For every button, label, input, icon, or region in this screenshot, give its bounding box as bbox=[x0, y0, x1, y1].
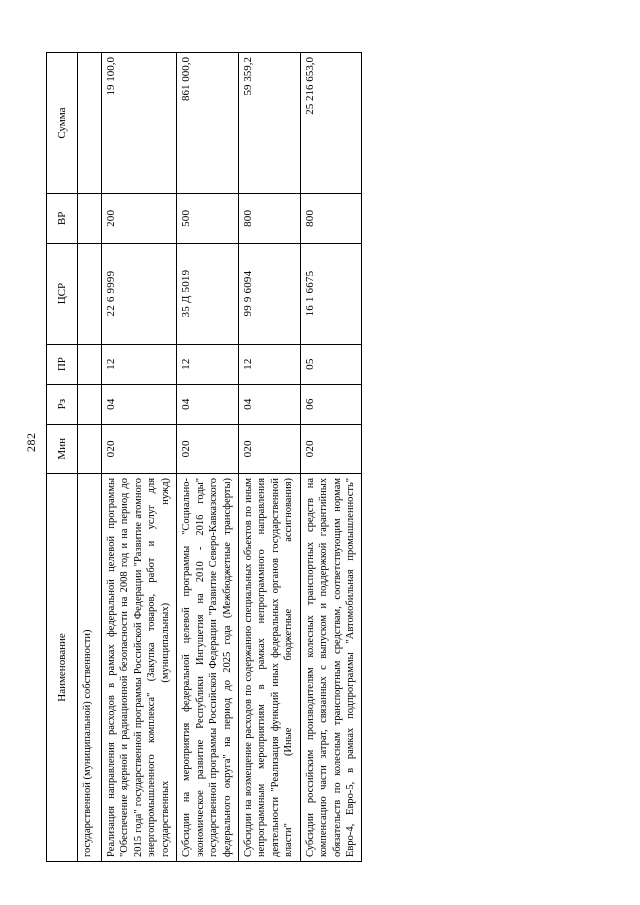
cell-sum bbox=[78, 53, 102, 194]
column-header-rz: Рз bbox=[47, 384, 78, 424]
cell-pr: 12 bbox=[238, 344, 300, 384]
cell-name: Субсидии российским производителям колесных транспортных средств на компенсацию части затрат, связанных с выпуском и поддержкой гарантийных обязательств по колесным транспортным средствам, соответствующим нормам Евро-4, Евро-5, в рамках подпрограммы "Автомобильная промышленность" bbox=[300, 473, 362, 861]
table-row bbox=[238, 53, 300, 862]
cell-pr: 12 bbox=[102, 344, 177, 384]
column-header-sum: Сумма bbox=[47, 53, 78, 194]
column-header-min: Мин bbox=[47, 424, 78, 473]
cell-sum: 25 216 653,0 bbox=[300, 53, 362, 194]
cell-csr: 22 6 9999 bbox=[102, 243, 177, 344]
cell-rz: 04 bbox=[238, 384, 300, 424]
table-row bbox=[300, 53, 362, 862]
cell-min: 020 bbox=[102, 424, 177, 473]
cell-pr: 12 bbox=[177, 344, 239, 384]
rotated-table-wrapper bbox=[46, 52, 606, 862]
table-header-row bbox=[47, 53, 78, 862]
cell-vr: 800 bbox=[238, 194, 300, 243]
column-header-csr: ЦСР bbox=[47, 243, 78, 344]
table-row bbox=[102, 53, 177, 862]
cell-rz: 06 bbox=[300, 384, 362, 424]
cell-rz: 04 bbox=[177, 384, 239, 424]
cell-sum: 19 100,0 bbox=[102, 53, 177, 194]
cell-pr bbox=[78, 344, 102, 384]
cell-csr: 35 Д 5019 bbox=[177, 243, 239, 344]
cell-name: Субсидии на мероприятия федеральной целевой программы "Социально-экономическое развитие Республики Ингушетия на 2010 - 2016 годы" государственной программы Российской Федерации "Развитие Северо-Кавказского федерального округа" на период до 2025 года (Межбюджетные трансферты) bbox=[177, 473, 239, 861]
column-header-vr: ВР bbox=[47, 194, 78, 243]
cell-min bbox=[78, 424, 102, 473]
cell-vr: 500 bbox=[177, 194, 239, 243]
cell-vr: 200 bbox=[102, 194, 177, 243]
cell-csr: 99 9 6094 bbox=[238, 243, 300, 344]
cell-vr: 800 bbox=[300, 194, 362, 243]
table-row bbox=[177, 53, 239, 862]
cell-rz bbox=[78, 384, 102, 424]
cell-sum: 59 359,2 bbox=[238, 53, 300, 194]
table-row bbox=[78, 53, 102, 862]
column-header-name: Наименование bbox=[47, 473, 78, 861]
budget-table bbox=[46, 52, 362, 862]
page-number: 282 bbox=[24, 432, 38, 452]
cell-name: государственной (муниципальной) собственности) bbox=[78, 473, 102, 861]
cell-pr: 05 bbox=[300, 344, 362, 384]
cell-rz: 04 bbox=[102, 384, 177, 424]
cell-csr: 16 1 6675 bbox=[300, 243, 362, 344]
cell-name: Реализация направления расходов в рамках федеральной целевой программы "Обеспечение ядерной и радиационной безопасности на 2008 год и на период до 2015 года" государственной программы Российской Федерации "Развитие атомного энергопромышленного комплекса" (Закупка товаров, работ и услуг для государственных (муниципальных) нужд) bbox=[102, 473, 177, 861]
cell-sum: 861 000,0 bbox=[177, 53, 239, 194]
cell-name: Субсидии на возмещение расходов по содержанию специальных объектов по иным непрограммным мероприятиям в рамках непрограммного направления деятельности "Реализация функций иных федеральных органов государственной власти" (Иные бюджетные ассигнования) bbox=[238, 473, 300, 861]
cell-min: 020 bbox=[300, 424, 362, 473]
cell-vr bbox=[78, 194, 102, 243]
column-header-pr: ПР bbox=[47, 344, 78, 384]
cell-csr bbox=[78, 243, 102, 344]
cell-min: 020 bbox=[238, 424, 300, 473]
cell-min: 020 bbox=[177, 424, 239, 473]
